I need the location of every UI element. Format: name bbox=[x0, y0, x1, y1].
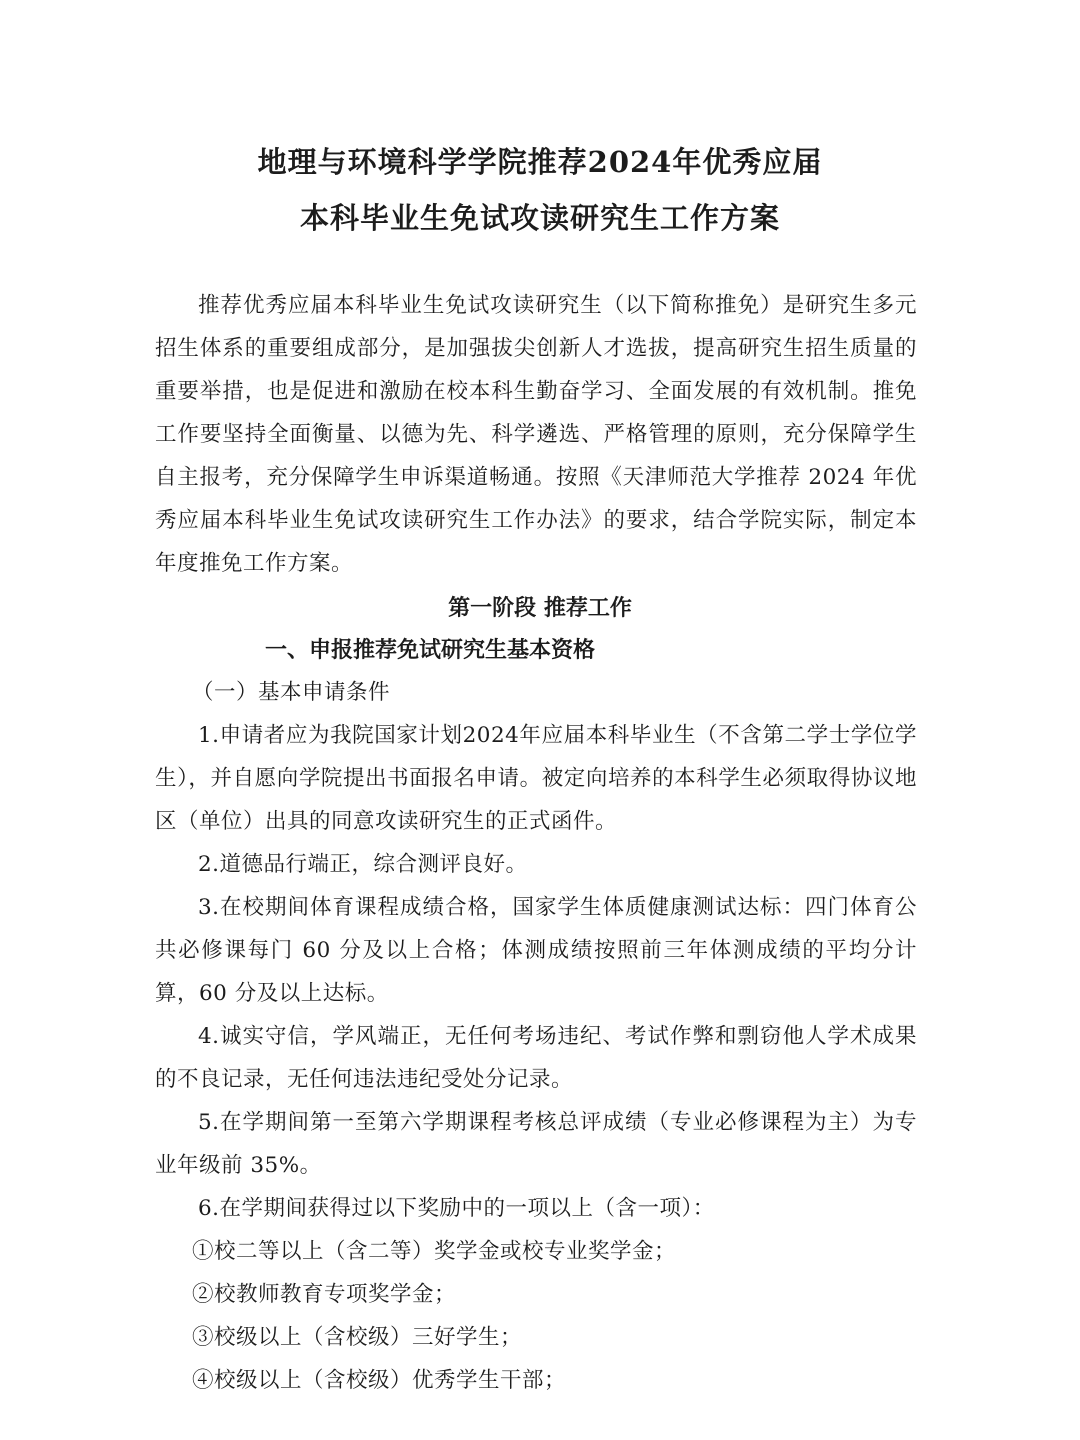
subsection-heading: （一）基本申请条件 bbox=[192, 680, 391, 705]
stage-heading: 第一阶段 推荐工作 bbox=[448, 595, 632, 621]
condition-item-1: 1.申请者应为我院国家计划2024年应届本科毕业生（不含第二学士学位学生），并自愿向学院提出书面报名申请。被定向培养的本科学生必须取得协议地区（单位）出具的同意攻读研究生的正式函件。 bbox=[155, 723, 917, 834]
condition-item-3: 3.在校期间体育课程成绩合格，国家学生体质健康测试达标：四门体育公共必修课每门 60 分及以上合格；体测成绩按照前三年体测成绩的平均分计算，60 分及以上达标。 bbox=[155, 895, 917, 1006]
award-item-2: ②校教师教育专项奖学金； bbox=[192, 1282, 457, 1307]
section-heading: 一、申报推荐免试研究生基本资格 bbox=[265, 637, 596, 663]
condition-item-6: 6.在学期间获得过以下奖励中的一项以上（含一项）： bbox=[198, 1196, 715, 1221]
award-item-1: ①校二等以上（含二等）奖学金或校专业奖学金； bbox=[192, 1239, 677, 1264]
document-title-line-2: 本科毕业生免试攻读研究生工作方案 bbox=[299, 201, 780, 235]
condition-item-2: 2.道德品行端正，综合测评良好。 bbox=[198, 852, 528, 877]
award-item-3: ③校级以上（含校级）三好学生； bbox=[192, 1325, 523, 1350]
award-item-4: ④校级以上（含校级）优秀学生干部； bbox=[192, 1368, 567, 1393]
condition-item-5: 5.在学期间第一至第六学期课程考核总评成绩（专业必修课程为主）为专业年级前 35%。 bbox=[155, 1110, 917, 1178]
intro-paragraph: 推荐优秀应届本科毕业生免试攻读研究生（以下简称推免）是研究生多元招生体系的重要组成部分，是加强拔尖创新人才选拔，提高研究生招生质量的重要举措，也是促进和激励在校本科生勤奋学习、全面发展的有效机制。推免工作要坚持全面衡量、以德为先、科学遴选、严格管理的原则，充分保障学生自主报考，充分保障学生申诉渠道畅通。按照《天津师范大学推荐 2024 年优秀应届本科毕业生免试攻读研究生工作办法》的要求，结合学院实际，制定本年度推免工作方案。 bbox=[155, 293, 917, 576]
condition-item-4: 4.诚实守信，学风端正，无任何考场违纪、考试作弊和剽窃他人学术成果的不良记录，无任何违法违纪受处分记录。 bbox=[155, 1024, 917, 1092]
document-title-line-1: 地理与环境科学学院推荐2024年优秀应届 bbox=[257, 145, 823, 179]
